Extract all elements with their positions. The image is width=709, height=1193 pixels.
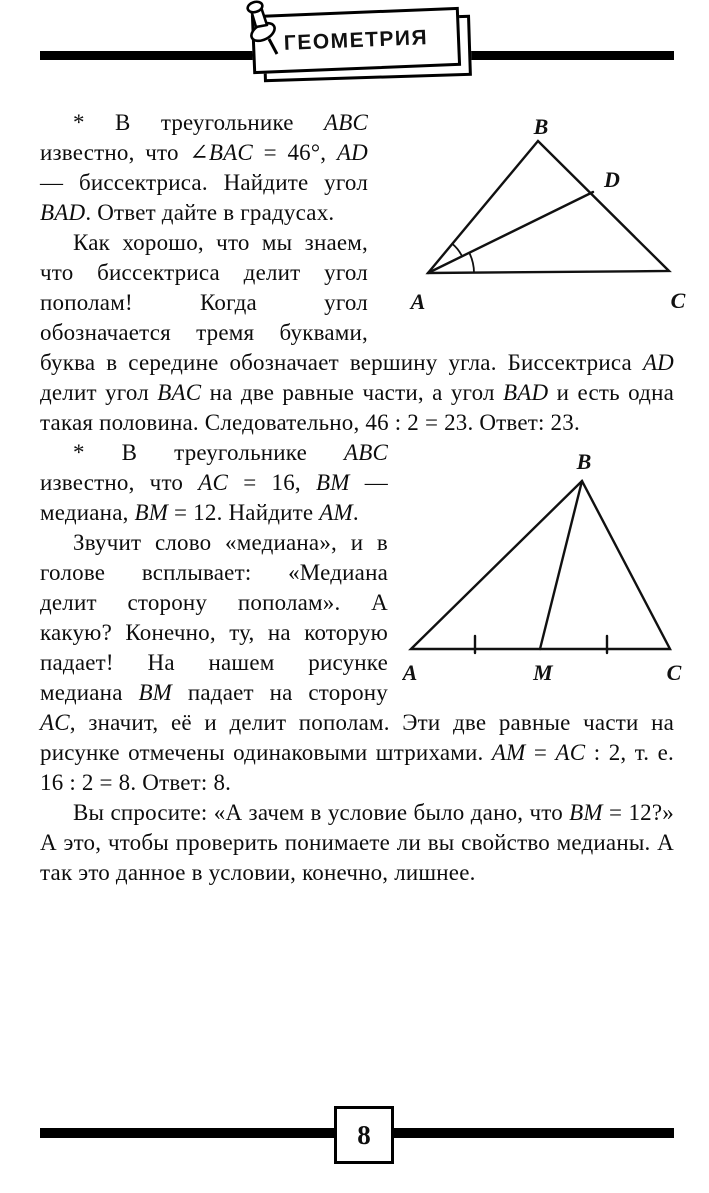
figure-triangle-median xyxy=(402,440,702,698)
triangle-abc-bisector-diagram xyxy=(386,110,704,315)
paragraph-solution-median: Звучит слово «медиана», и в голове всплывает: «Медиана делит сторону пополам». А какую? Конечно, ту, на которую падает! На нашем рисунке медиана BM падает на сторону AC, значит, её и делит пополам. Эти две равные части на рисунке отмечены одинаковыми штрихами. AM = AC : 2, т. е. 16 : 2 = 8. Ответ: 8. xyxy=(40,530,674,795)
vertex-label-c: C xyxy=(666,660,682,685)
bisector-ad xyxy=(428,192,593,273)
page-number-box xyxy=(334,1106,394,1164)
pushpin-icon xyxy=(242,0,288,60)
paragraph-remark-median: Вы спросите: «А зачем в условие было дано, что BM = 12?» А это, чтобы проверить понимаете ли вы свойство медианы. А так это данное в условии, конечно, лишнее. xyxy=(40,800,674,885)
vertex-label-a: A xyxy=(402,660,418,685)
header-rule-right xyxy=(458,51,674,60)
vertex-label-b: B xyxy=(576,449,592,474)
angle-mark-upper xyxy=(452,244,462,256)
vertex-label-b: B xyxy=(533,114,549,139)
angle-mark-lower xyxy=(469,253,474,273)
midpoint-label-m: M xyxy=(533,660,553,685)
point-label-d: D xyxy=(604,167,621,192)
paragraph-problem-bisector: * В треугольнике ABC известно, что ∠BAC = 46°, AD — биссектриса. Найдите угол BAD. Ответ дайте в градусах. xyxy=(40,110,368,225)
triangle-sides xyxy=(411,481,670,649)
paragraph-problem-median: * В треугольнике ABC известно, что AC = 16, BM — медиана, BM = 12. Найдите AM. xyxy=(40,440,388,525)
triangle-abc-median-diagram xyxy=(402,440,702,685)
vertex-label-c: C xyxy=(670,288,686,313)
page-content xyxy=(40,108,686,888)
triangle-sides xyxy=(428,141,669,273)
figure-triangle-bisector xyxy=(386,110,704,334)
chapter-title: ГЕОМЕТРИЯ xyxy=(283,25,429,55)
vertex-label-a: A xyxy=(410,289,426,314)
median-bm xyxy=(540,481,582,649)
paragraph-solution-bisector: Как хорошо, что мы знаем, что биссектриса делит угол пополам! Когда угол обозначается тремя буквами, буква в середине обозначает вершину угла. Биссектриса AD делит угол BAC на две равные части, а угол BAD и есть одна такая половина. Следовательно, 46 : 2 = 23. Ответ: 23. xyxy=(40,230,675,435)
header-rule-left xyxy=(40,51,258,60)
page-number: 8 xyxy=(357,1119,371,1150)
